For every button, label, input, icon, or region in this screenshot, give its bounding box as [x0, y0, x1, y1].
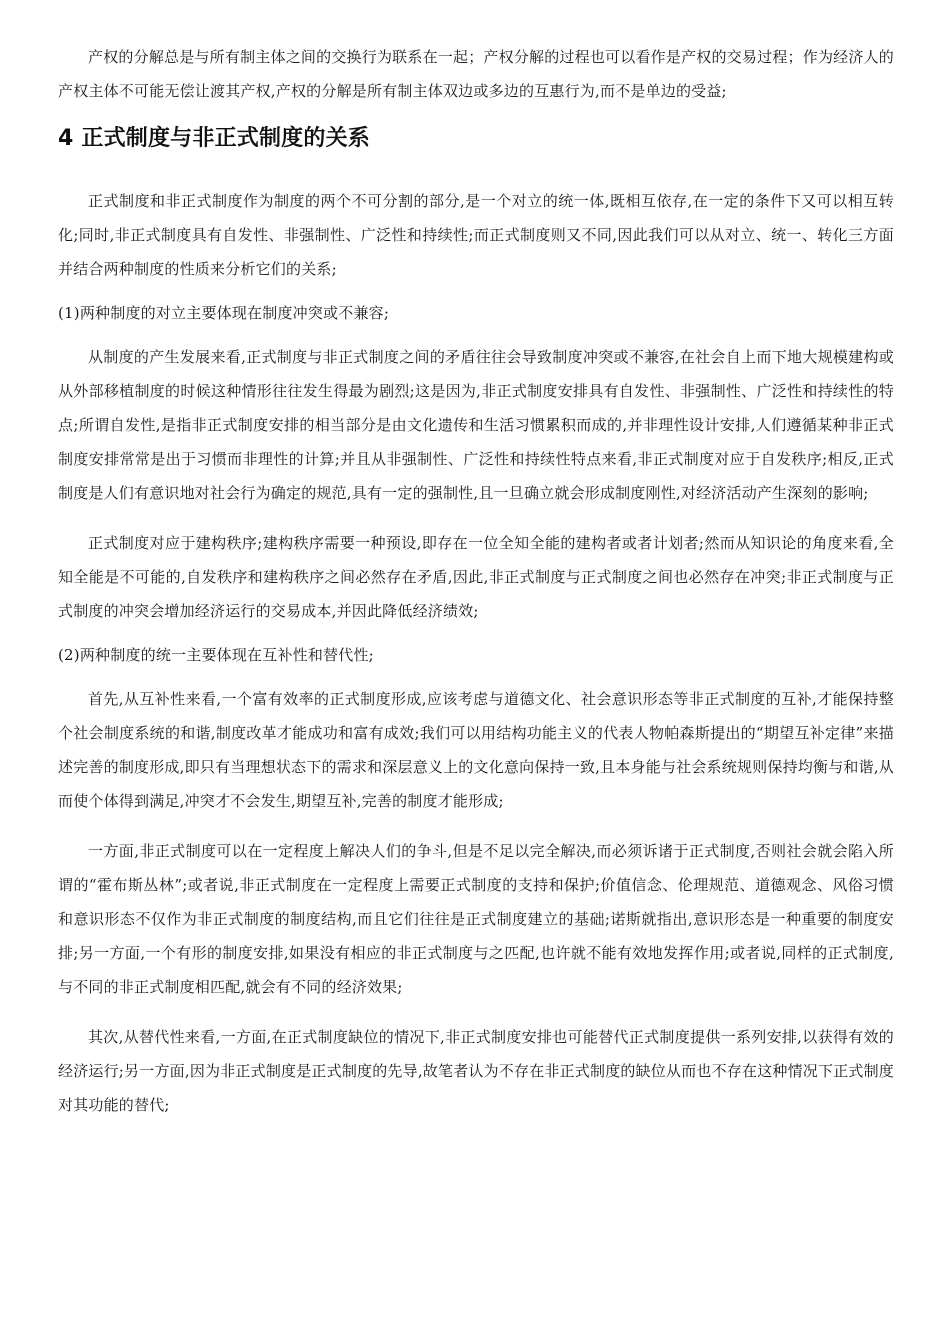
paragraph-overview: 正式制度和非正式制度作为制度的两个不可分割的部分,是一个对立的统一体,既相互依存,在一定的条件下又可以相互转化;同时,非正式制度具有自发性、非强制性、广泛性和持续性;而正式制度则又不同,因此我们可以从对立、统一、转化三方面并结合两种制度的性质来分析它们的关系; — [58, 192, 894, 278]
paragraph-substitution: 其次,从替代性来看,一方面,在正式制度缺位的情况下,非正式制度安排也可能替代正式制度提供一系列安排,以获得有效的经济运行;另一方面,因为非正式制度是正式制度的先导,故笔者认为不存在非正式制度的缺位从而也不存在这种情况下正式制度对其功能的替代; — [58, 1028, 894, 1114]
intro-paragraph: 产权的分解总是与所有制主体之间的交换行为联系在一起；产权分解的过程也可以看作是产权的交易过程；作为经济人的产权主体不可能无偿让渡其产权,产权的分解是所有制主体双边或多边的互惠行为,而不是单边的受益; — [58, 48, 894, 100]
list-item-opposition: (1)两种制度的对立主要体现在制度冲突或不兼容; — [58, 304, 390, 322]
paragraph-mutual-support: 一方面,非正式制度可以在一定程度上解决人们的争斗,但是不足以完全解决,而必须诉诸于正式制度,否则社会就会陷入所谓的“霍布斯丛林”;或者说,非正式制度在一定程度上需要正式制度的支持和保护;价值信念、伦理规范、道德观念、风俗习惯和意识形态不仅作为非正式制度的制度结构,而且它们往往是正式制度建立的基础;诺斯就指出,意识形态是一种重要的制度安排;另一方面,一个有形的制度安排,如果没有相应的非正式制度与之匹配,也许就不能有效地发挥作用;或者说,同样的正式制度,与不同的非正式制度相匹配,就会有不同的经济效果; — [58, 842, 894, 996]
section-heading: 4 正式制度与非正式制度的关系 — [58, 126, 370, 151]
paragraph-conflict-origin: 从制度的产生发展来看,正式制度与非正式制度之间的矛盾往往会导致制度冲突或不兼容,在社会自上而下地大规模建构或从外部移植制度的时候这种情形往往发生得最为剧烈;这是因为,非正式制度安排具有自发性、非强制性、广泛性和持续性的特点;所谓自发性,是指非正式制度安排的相当部分是由文化遗传和生活习惯累积而成的,并非理性设计安排,人们遵循某种非正式制度安排常常是出于习惯而非理性的计算;并且从非强制性、广泛性和持续性特点来看,非正式制度对应于自发秩序;相反,正式制度是人们有意识地对社会行为确定的规范,具有一定的强制性,且一旦确立就会形成制度刚性,对经济活动产生深刻的影响; — [58, 348, 894, 502]
paragraph-constructed-order: 正式制度对应于建构秩序;建构秩序需要一种预设,即存在一位全知全能的建构者或者计划者;然而从知识论的角度来看,全知全能是不可能的,自发秩序和建构秩序之间必然存在矛盾,因此,非正式制度与正式制度之间也必然存在冲突;非正式制度与正式制度的冲突会增加经济运行的交易成本,并因此降低经济绩效; — [58, 534, 894, 620]
document-page — [58, 40, 894, 1122]
paragraph-complementarity: 首先,从互补性来看,一个富有效率的正式制度形成,应该考虑与道德文化、社会意识形态等非正式制度的互补,才能保持整个社会制度系统的和谐,制度改革才能成功和富有成效;我们可以用结构功能主义的代表人物帕森斯提出的“期望互补定律”来描述完善的制度形成,即只有当理想状态下的需求和深层意义上的文化意向保持一致,且本身能与社会系统规则保持均衡与和谐,从而使个体得到满足,冲突才不会发生,期望互补,完善的制度才能形成; — [58, 690, 894, 810]
list-item-unity: (2)两种制度的统一主要体现在互补性和替代性; — [58, 646, 374, 664]
